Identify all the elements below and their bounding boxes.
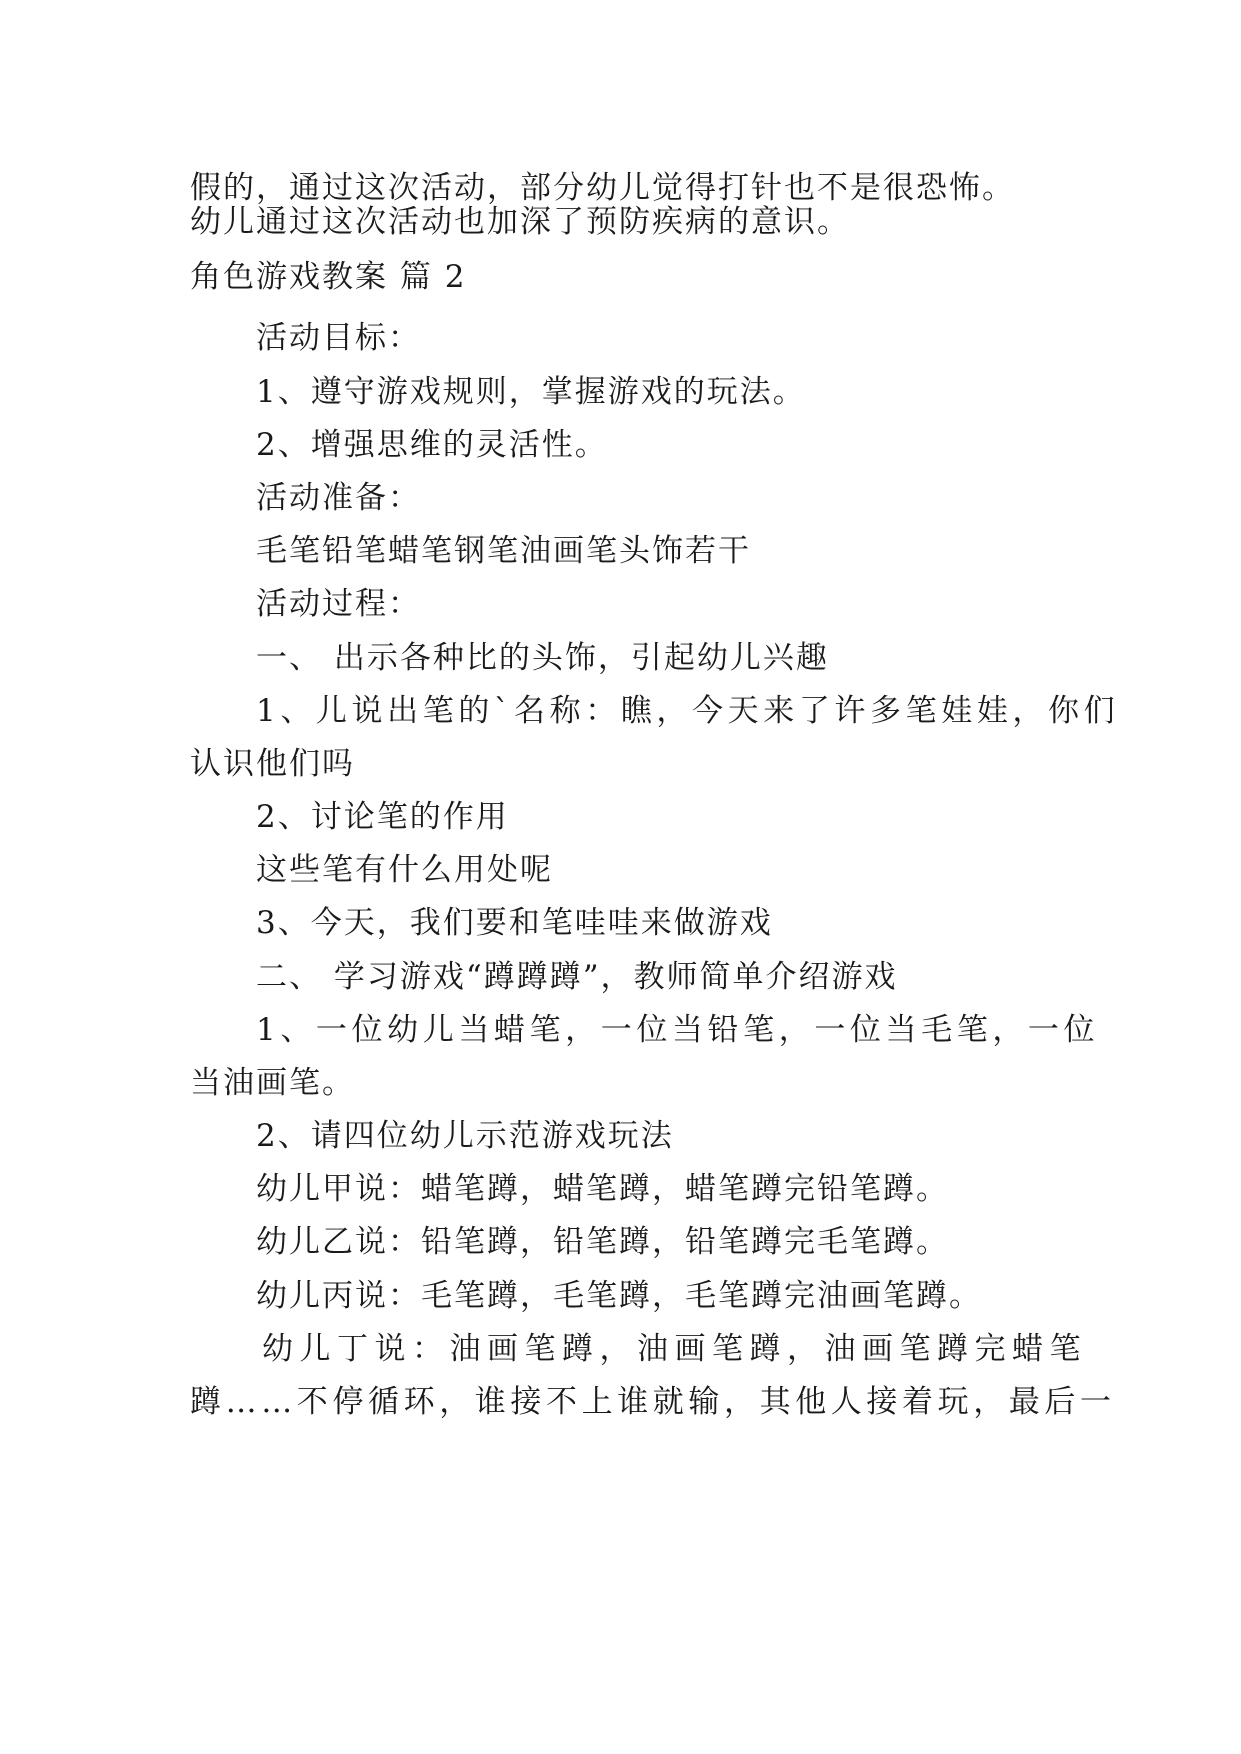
list-item: 1、一位幼儿当蜡笔，一位当铅笔，一位当毛笔，一位 [256, 1012, 1100, 1048]
step-heading: 二、 学习游戏“蹲蹲蹲”，教师简单介绍游戏 [256, 959, 898, 995]
step-heading: 一、 出示各种比的头饰，引起幼儿兴趣 [256, 640, 829, 676]
subheading-goals: 活动目标： [256, 320, 421, 356]
paragraph-line: 幼儿丁说：油画笔蹲，油画笔蹲，油画笔蹲完蜡笔 [262, 1331, 1087, 1367]
paragraph-line: 毛笔铅笔蜡笔钢笔油画笔头饰若干 [256, 533, 751, 569]
paragraph-line: 幼儿通过这次活动也加深了预防疾病的意识。 [190, 204, 850, 240]
subheading-process: 活动过程： [256, 586, 421, 622]
list-item: 2、讨论笔的作用 [256, 799, 509, 835]
section-heading: 角色游戏教案 篇 2 [190, 259, 467, 295]
paragraph-line: 当油画笔。 [190, 1065, 355, 1101]
paragraph-line: 幼儿甲说：蜡笔蹲，蜡笔蹲，蜡笔蹲完铅笔蹲。 [256, 1171, 949, 1207]
list-item: 2、请四位幼儿示范游戏玩法 [256, 1118, 674, 1154]
list-item: 1、遵守游戏规则，掌握游戏的玩法。 [256, 374, 806, 410]
paragraph-line: 这些笔有什么用处呢 [256, 852, 553, 888]
paragraph-line: 幼儿乙说：铅笔蹲，铅笔蹲，铅笔蹲完毛笔蹲。 [256, 1224, 949, 1260]
list-item: 1、儿说出笔的`名称：瞧，今天来了许多笔娃娃，你们 [256, 693, 1120, 729]
paragraph-line: 蹲……不停循环，谁接不上谁就输，其他人接着玩，最后一 [190, 1384, 1116, 1420]
paragraph-line: 幼儿丙说：毛笔蹲，毛笔蹲，毛笔蹲完油画笔蹲。 [256, 1278, 982, 1314]
paragraph-line: 认识他们吗 [190, 746, 355, 782]
list-item: 3、今天，我们要和笔哇哇来做游戏 [256, 905, 773, 941]
list-item: 2、增强思维的灵活性。 [256, 427, 608, 463]
subheading-preparation: 活动准备： [256, 480, 421, 516]
paragraph-line: 假的，通过这次活动，部分幼儿觉得打针也不是很恐怖。 [190, 170, 1015, 206]
